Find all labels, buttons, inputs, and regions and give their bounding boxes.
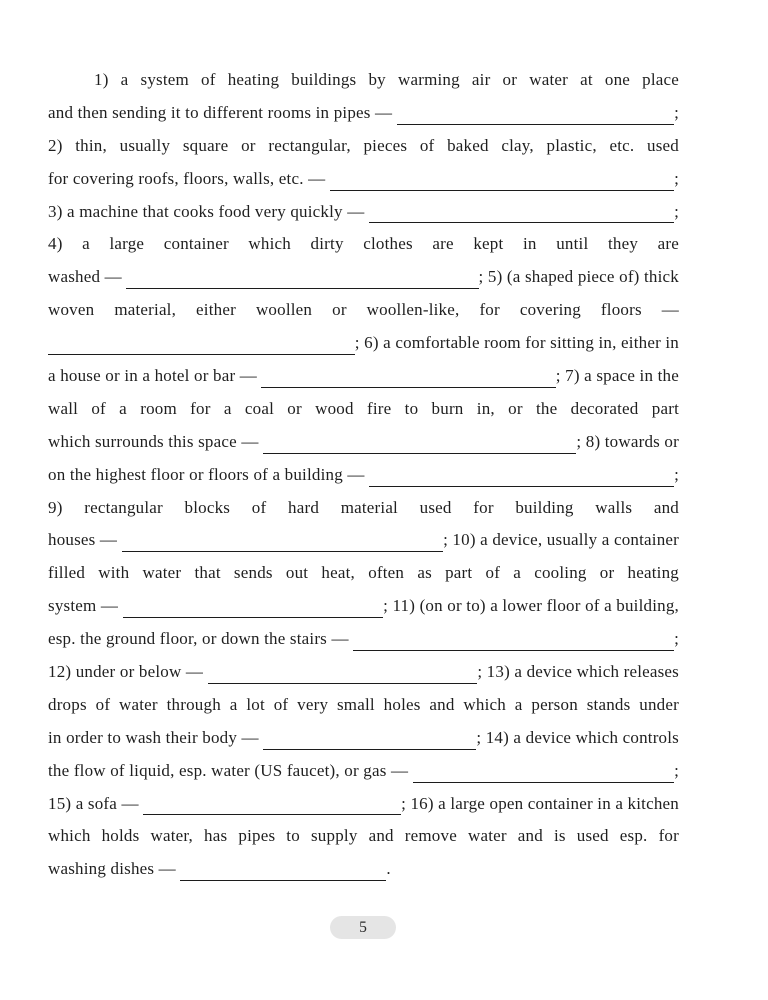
text-segment: 9) rectangular blocks of hard material used for building walls and xyxy=(48,497,679,517)
text-segment: houses — xyxy=(48,530,122,550)
text-line xyxy=(48,557,679,590)
text-segment: wall of a room for a coal or wood fire to burn in, or the decorated part xyxy=(48,398,679,418)
text-segment: ; xyxy=(674,464,679,484)
text-segment: ; 5) (a shaped piece of) thick xyxy=(478,267,679,287)
answer-blank xyxy=(208,683,478,684)
text-segment: woven material, either woollen or woollen-like, for covering floors — xyxy=(48,300,679,320)
text-line xyxy=(48,656,679,689)
text-line xyxy=(48,689,679,722)
answer-blank xyxy=(330,190,674,191)
text-segment: a house or in a hotel or bar — xyxy=(48,366,262,386)
text-segment: esp. the ground floor, or down the stairs — xyxy=(48,629,354,649)
answer-blank xyxy=(261,387,555,388)
answer-blank xyxy=(263,453,576,454)
text-line xyxy=(48,97,679,130)
text-segment: ; xyxy=(674,102,679,122)
text-line xyxy=(48,64,679,97)
text-segment: washed — xyxy=(48,267,127,287)
text-line xyxy=(48,294,679,327)
text-segment: ; xyxy=(674,168,679,188)
text-segment: ; 16) a large open container in a kitchen xyxy=(401,793,679,813)
text-line xyxy=(48,853,679,886)
page-number-badge: 5 xyxy=(330,916,396,939)
answer-blank xyxy=(126,288,478,289)
exercise-text-block xyxy=(48,64,679,886)
text-segment: ; 13) a device which releases xyxy=(477,662,679,682)
text-line xyxy=(48,196,679,229)
text-line xyxy=(48,820,679,853)
text-line xyxy=(48,590,679,623)
answer-blank xyxy=(143,814,401,815)
text-segment: 2) thin, usually square or rectangular, pieces of baked clay, plastic, etc. used xyxy=(48,135,679,155)
text-segment: washing dishes — xyxy=(48,859,181,879)
answer-blank xyxy=(369,486,674,487)
answer-blank xyxy=(263,749,476,750)
text-segment: ; 11) (on or to) a lower floor of a building, xyxy=(383,596,679,616)
text-segment: . xyxy=(386,859,391,879)
text-line xyxy=(48,788,679,821)
exercise-lines xyxy=(48,64,679,886)
text-line xyxy=(48,327,679,360)
text-segment: system — xyxy=(48,596,123,616)
text-segment: ; xyxy=(674,760,679,780)
answer-blank xyxy=(413,782,674,783)
text-segment: in order to wash their body — xyxy=(48,727,264,747)
text-segment: 1) a system of heating buildings by warming air or water at one place xyxy=(94,70,679,89)
answer-blank xyxy=(180,880,386,881)
text-segment: 4) a large container which dirty clothes are kept in until they are xyxy=(48,234,679,254)
text-line xyxy=(48,722,679,755)
text-segment: ; 6) a comfortable room for sitting in, either in xyxy=(354,333,679,353)
text-segment: ; xyxy=(674,201,679,221)
text-line xyxy=(48,393,679,426)
text-line xyxy=(48,524,679,557)
text-segment: ; 7) a space in the xyxy=(555,366,679,386)
text-segment: the flow of liquid, esp. water (US faucet), or gas — xyxy=(48,760,413,780)
text-segment: ; 14) a device which controls xyxy=(476,727,679,747)
text-line xyxy=(48,492,679,525)
answer-blank xyxy=(48,354,355,355)
text-segment: drops of water through a lot of very small holes and which a person stands under xyxy=(48,694,679,714)
answer-blank xyxy=(369,222,674,223)
text-segment: ; xyxy=(674,629,679,649)
text-segment: ; 10) a device, usually a container xyxy=(443,530,679,550)
answer-blank xyxy=(353,650,674,651)
text-segment: which surrounds this space — xyxy=(48,431,263,451)
text-line xyxy=(48,130,679,163)
text-line xyxy=(48,261,679,294)
text-line xyxy=(48,459,679,492)
text-segment: filled with water that sends out heat, often as part of a cooling or heating xyxy=(48,563,679,583)
text-segment: which holds water, has pipes to supply and remove water and is used esp. for xyxy=(48,826,679,846)
text-line xyxy=(48,623,679,656)
text-segment: ; 8) towards or xyxy=(576,431,679,451)
text-segment: 3) a machine that cooks food very quickly — xyxy=(48,201,369,221)
answer-blank xyxy=(397,124,674,125)
answer-blank xyxy=(123,617,384,618)
text-line xyxy=(48,755,679,788)
text-line xyxy=(48,426,679,459)
text-segment: 12) under or below — xyxy=(48,662,208,682)
text-line xyxy=(48,228,679,261)
answer-blank xyxy=(122,551,443,552)
text-segment: for covering roofs, floors, walls, etc. — xyxy=(48,168,330,188)
text-line xyxy=(48,360,679,393)
text-segment: 15) a sofa — xyxy=(48,793,144,813)
text-segment: on the highest floor or floors of a building — xyxy=(48,464,370,484)
text-segment: and then sending it to different rooms in pipes — xyxy=(48,102,397,122)
text-line xyxy=(48,163,679,196)
